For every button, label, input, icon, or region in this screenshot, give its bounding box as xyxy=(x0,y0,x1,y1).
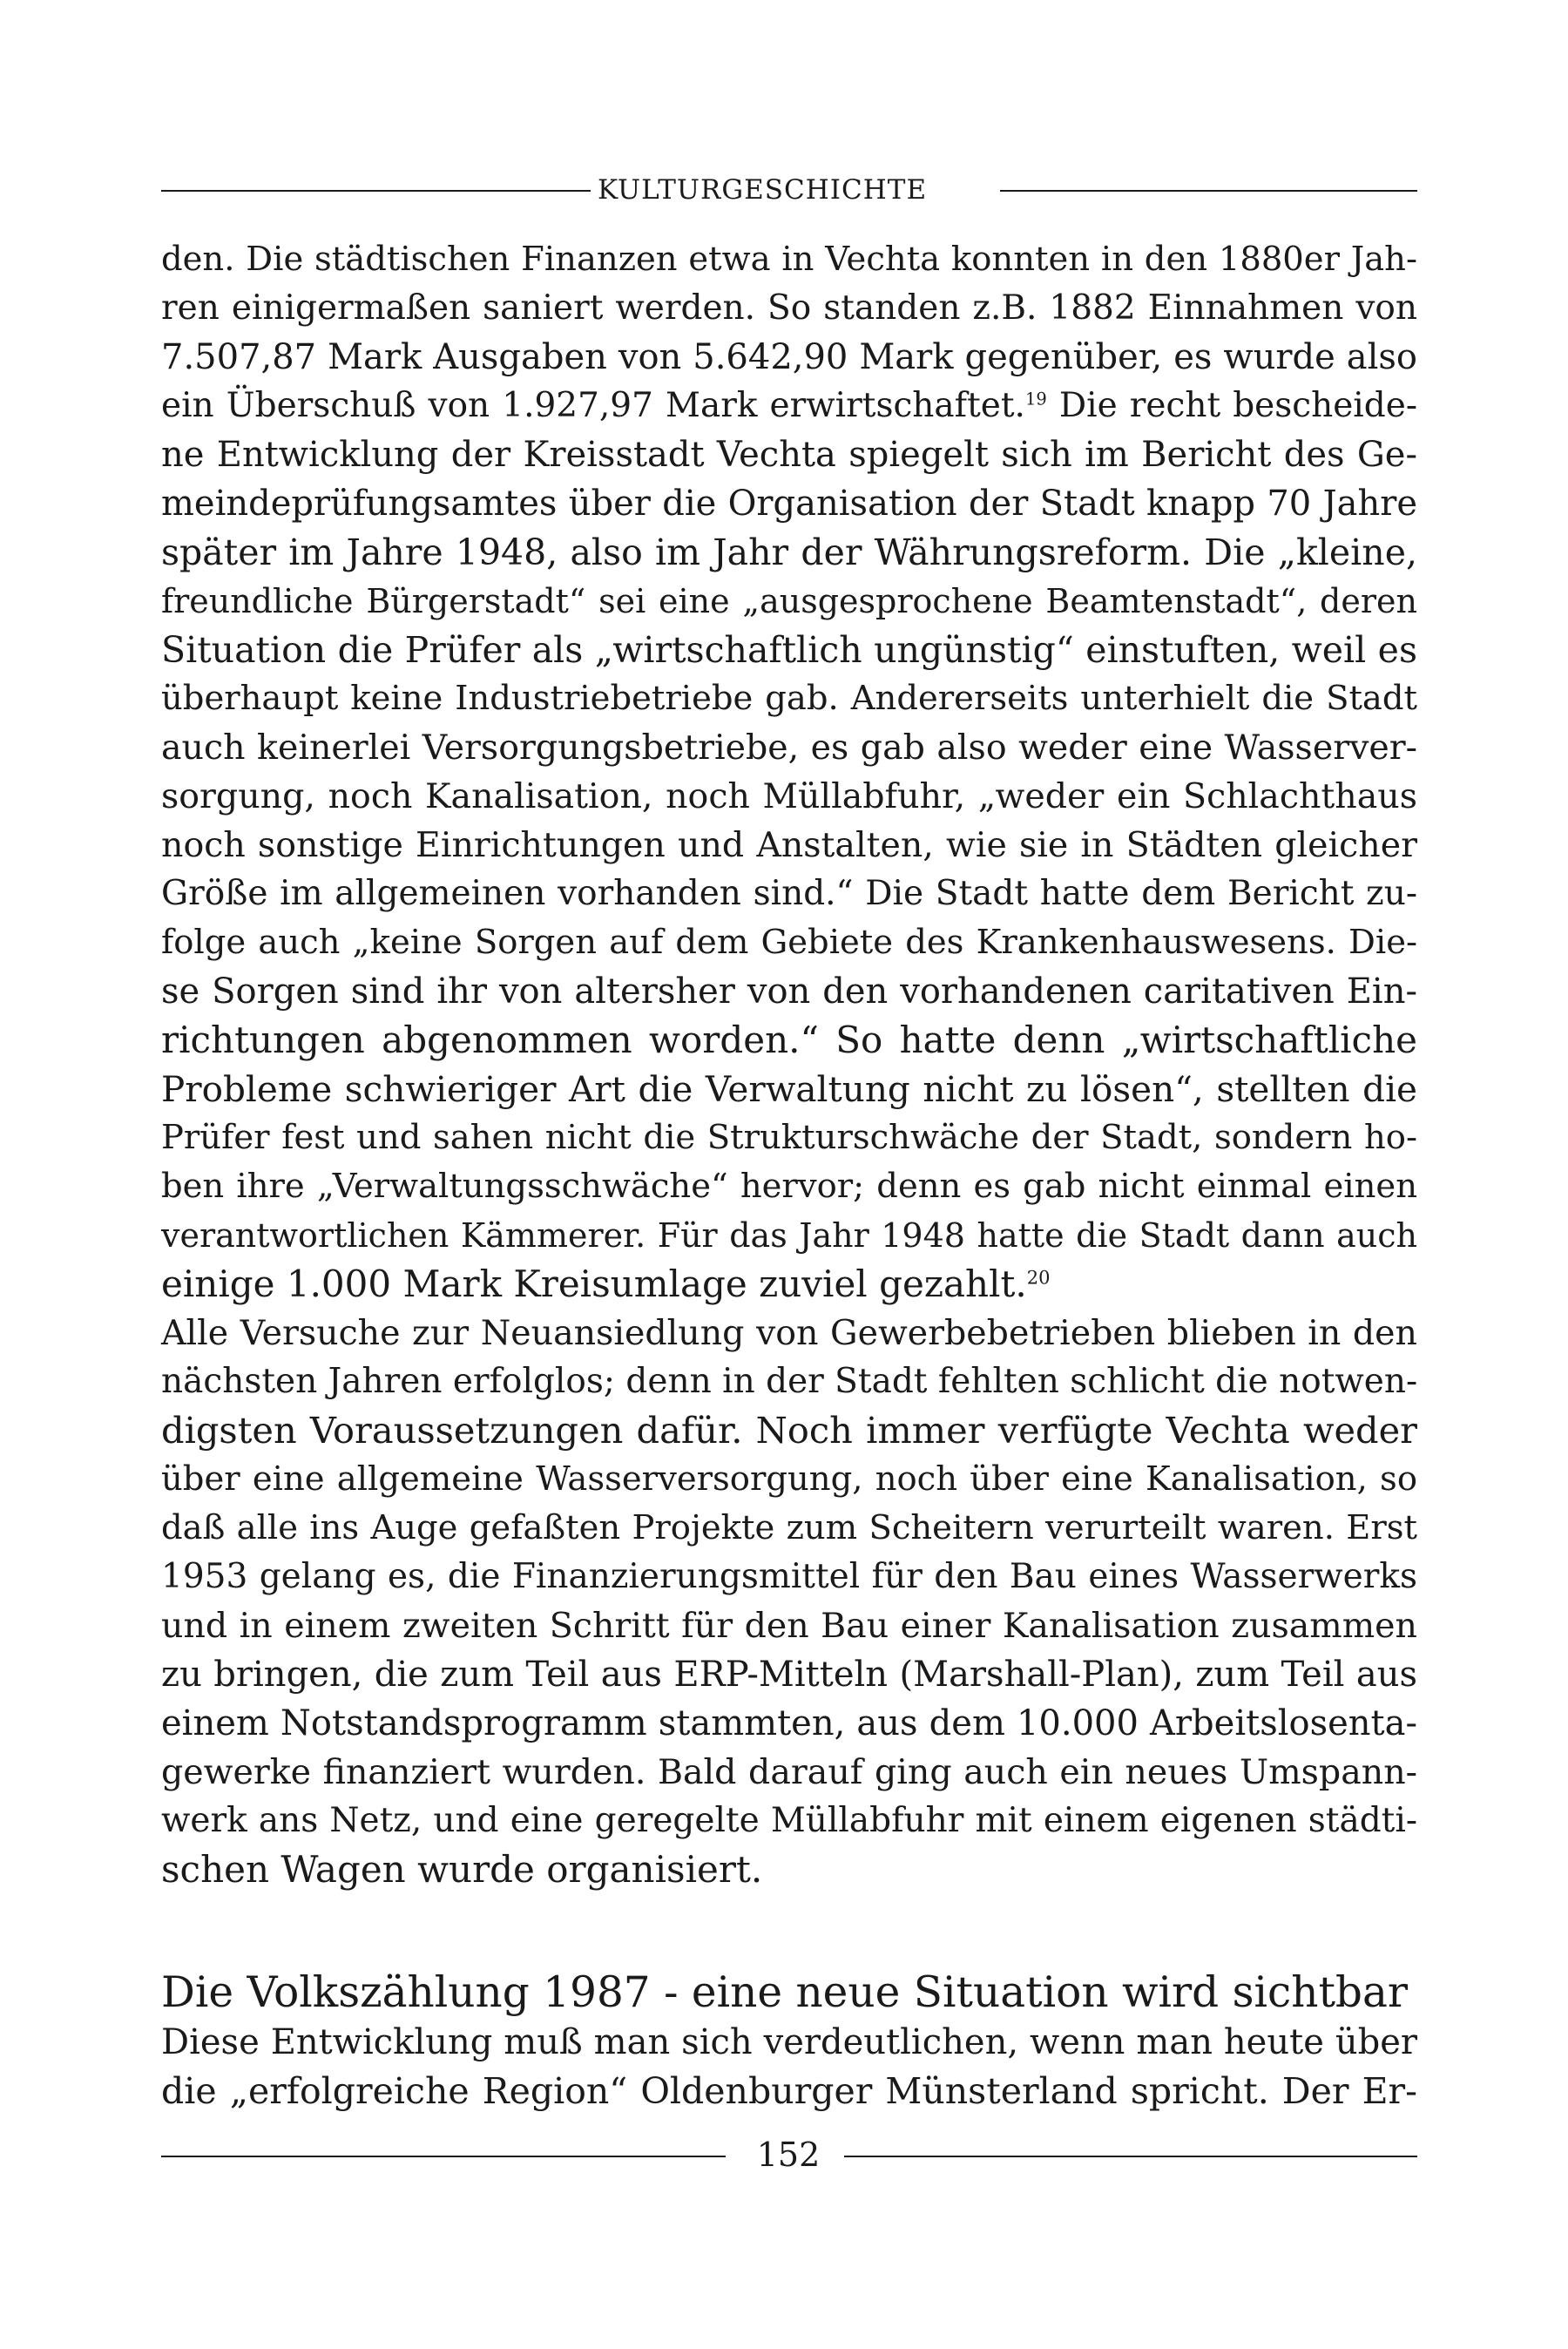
text-line: digsten Voraussetzungen dafür. Noch immer verfügte Vechta weder xyxy=(161,1409,1417,1452)
header-rule-right xyxy=(1000,190,1417,192)
running-header: KULTURGESCHICHTE xyxy=(598,174,928,206)
text-line: Prüfer fest und sahen nicht die Strukturschwäche der Stadt, sondern ho- xyxy=(161,1118,1417,1157)
text-line: Alle Versuche zur Neuansiedlung von Gewerbebetrieben blieben in den xyxy=(161,1313,1417,1353)
text-line-with-footnote xyxy=(161,382,1417,430)
text-line: 7.507,87 Mark Ausgaben von 5.642,90 Mark gegenüber, es wurde also xyxy=(161,337,1417,377)
text-line: auch keinerlei Versorgungsbetriebe, es gab also weder eine Wasserver- xyxy=(161,728,1417,768)
text-span: ein Überschuß von 1.927,97 Mark erwirtschaftet. xyxy=(161,386,1025,425)
text-line-with-footnote xyxy=(161,1260,1417,1309)
section-heading: Die Volkszählung 1987 - eine neue Situation wird sichtbar xyxy=(161,1968,1409,2017)
text-line: über eine allgemeine Wasserversorgung, noch über eine Kanalisation, so xyxy=(161,1459,1417,1499)
text-line: schen Wagen wurde organisiert. xyxy=(161,1848,763,1891)
text-line: zu bringen, die zum Teil aus ERP-Mitteln (Marshall-Plan), zum Teil aus xyxy=(161,1655,1417,1695)
text-line: daß alle ins Auge gefaßten Projekte zum Scheitern verurteilt waren. Erst xyxy=(161,1508,1417,1547)
page-number: 152 xyxy=(756,2136,821,2174)
text-line: freundliche Bürgerstadt“ sei eine „ausgesprochene Beamtenstadt“, deren xyxy=(161,582,1417,620)
text-line: ben ihre „Verwaltungsschwäche“ hervor; denn es gab nicht einmal einen xyxy=(161,1167,1417,1206)
text-line: Diese Entwicklung muß man sich verdeutlichen, wenn man heute über xyxy=(161,2022,1417,2062)
text-line: meindeprüfungsamtes über die Organisation der Stadt knapp 70 Jahre xyxy=(161,484,1417,524)
text-line: folge auch „keine Sorgen auf dem Gebiete des Krankenhauswesens. Die- xyxy=(161,923,1417,962)
text-line: ne Entwicklung der Kreisstadt Vechta spiegelt sich im Bericht des Ge- xyxy=(161,435,1417,475)
footer-rule-right xyxy=(844,2156,1417,2157)
text-line: und in einem zweiten Schritt für den Bau einer Kanalisation zusammen xyxy=(161,1606,1417,1646)
text-line: ren einigermaßen saniert werden. So standen z.B. 1882 Einnahmen von xyxy=(161,288,1417,328)
footnote-ref-19: 19 xyxy=(1024,389,1047,410)
text-line: gewerke finanziert wurden. Bald darauf ging auch ein neues Umspann- xyxy=(161,1752,1417,1792)
text-line: Situation die Prüfer als „wirtschaftlich ungünstig“ einstuften, weil es xyxy=(161,629,1417,671)
text-line: Probleme schwieriger Art die Verwaltung nicht zu lösen“, stellten die xyxy=(161,1068,1417,1110)
text-line: einem Notstandsprogramm stammten, aus dem 10.000 Arbeitslosenta- xyxy=(161,1703,1417,1743)
text-line: Größe im allgemeinen vorhanden sind.“ Die Stadt hatte dem Bericht zu- xyxy=(161,874,1417,913)
text-line: werk ans Netz, und eine geregelte Müllabfuhr mit einem eigenen städti- xyxy=(161,1801,1417,1840)
footer-rule-left xyxy=(161,2156,726,2157)
text-line: nächsten Jahren erfolglos; denn in der Stadt fehlten schlicht die notwen- xyxy=(161,1362,1418,1401)
text-line: noch sonstige Einrichtungen und Anstalten, wie sie in Städten gleicher xyxy=(161,825,1417,865)
text-line: später im Jahre 1948, also im Jahr der Währungsreform. Die „kleine, xyxy=(161,531,1417,573)
header-rule-left xyxy=(161,190,591,192)
text-line: se Sorgen sind ihr von altersher von den vorhandenen caritativen Ein- xyxy=(161,971,1417,1012)
text-span: einige 1.000 Mark Kreisumlage zuviel gezahlt. xyxy=(161,1263,1027,1305)
text-span: Die recht bescheide- xyxy=(1046,386,1417,425)
text-line: die „erfolgreiche Region“ Oldenburger Münsterland spricht. Der Er- xyxy=(161,2070,1417,2112)
text-line: 1953 gelang es, die Finanzierungsmittel für den Bau eines Wasserwerks xyxy=(161,1557,1417,1596)
text-line: den. Die städtischen Finanzen etwa in Vechta konnten in den 1880er Jah- xyxy=(161,240,1417,279)
text-line: richtungen abgenommen worden.“ So hatte denn „wirtschaftliche xyxy=(161,1019,1417,1061)
footnote-ref-20: 20 xyxy=(1026,1267,1051,1289)
text-line: überhaupt keine Industriebetriebe gab. Andererseits unterhielt die Stadt xyxy=(161,679,1417,718)
text-line: sorgung, noch Kanalisation, noch Müllabfuhr, „weder ein Schlachthaus xyxy=(161,776,1417,816)
text-line: verantwortlichen Kämmerer. Für das Jahr 1948 hatte die Stadt dann auch xyxy=(161,1216,1417,1255)
